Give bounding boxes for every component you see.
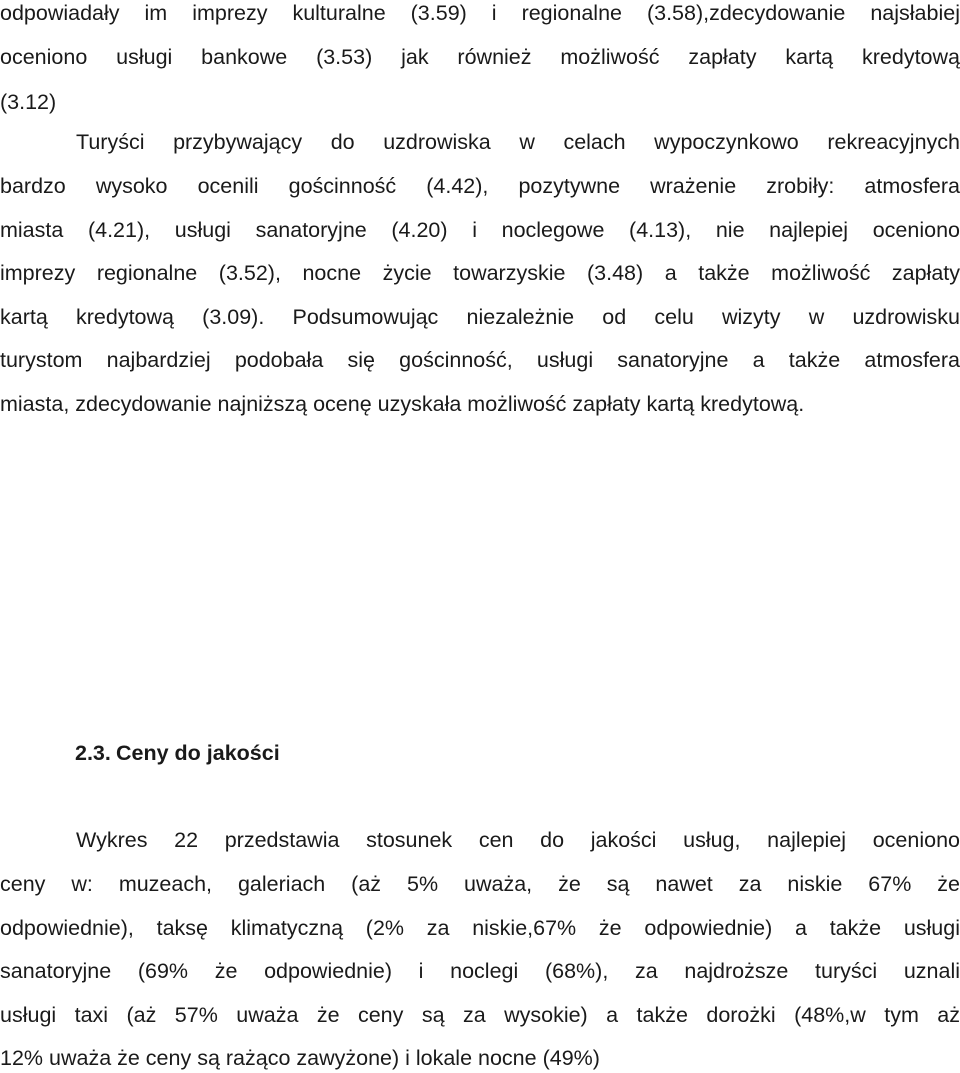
paragraph-2-line-6: turystom najbardziej podobała się gościnność, usługi sanatoryjne a także atmosfera xyxy=(0,348,960,372)
paragraph-1-line-2: oceniono usługi bankowe (3.53) jak również możliwość zapłaty kartą kredytową xyxy=(0,45,960,69)
paragraph-1-line-1: odpowiadały im imprezy kulturalne (3.59) i regionalne (3.58),zdecydowanie najsłabiej xyxy=(0,1,960,25)
paragraph-3-line-4: sanatoryjne (69% że odpowiednie) i noclegi (68%), za najdroższe turyści uznali xyxy=(0,959,960,983)
section-title: Ceny do jakości xyxy=(116,741,280,765)
section-heading xyxy=(0,740,960,768)
section-number: 2.3. xyxy=(75,741,111,765)
paragraph-3-line-5: usługi taxi (aż 57% uważa że ceny są za wysokie) a także dorożki (48%,w tym aż xyxy=(0,1003,960,1027)
paragraph-2-line-4: imprezy regionalne (3.52), nocne życie towarzyskie (3.48) a także możliwość zapłaty xyxy=(0,261,960,285)
paragraph-2-line-2: bardzo wysoko ocenili gościnność (4.42), pozytywne wrażenie zrobiły: atmosfera xyxy=(0,174,960,198)
paragraph-2-line-1: Turyści przybywający do uzdrowiska w celach wypoczynkowo rekreacyjnych xyxy=(76,130,960,154)
paragraph-3-line-1: Wykres 22 przedstawia stosunek cen do jakości usług, najlepiej oceniono xyxy=(76,828,960,852)
paragraph-3-line-2: ceny w: muzeach, galeriach (aż 5% uważa, że są nawet za niskie 67% że xyxy=(0,872,960,896)
paragraph-1-line-3: (3.12) xyxy=(0,90,57,114)
paragraph-3-line-6: 12% uważa że ceny są rażąco zawyżone) i lokale nocne (49%) xyxy=(0,1046,600,1070)
paragraph-2-line-7: miasta, zdecydowanie najniższą ocenę uzyskała możliwość zapłaty kartą kredytową. xyxy=(0,392,805,416)
paragraph-3-line-3: odpowiednie), taksę klimatyczną (2% za niskie,67% że odpowiednie) a także usługi xyxy=(0,916,960,940)
paragraph-2-line-3: miasta (4.21), usługi sanatoryjne (4.20) i noclegowe (4.13), nie najlepiej oceniono xyxy=(0,218,960,242)
paragraph-2-line-5: kartą kredytową (3.09). Podsumowując niezależnie od celu wizyty w uzdrowisku xyxy=(0,305,960,329)
